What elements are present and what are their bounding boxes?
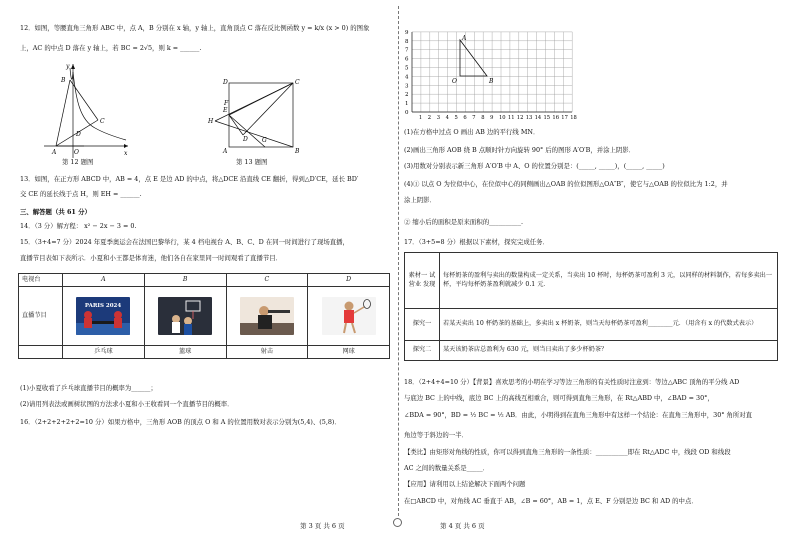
x-tick-label: 16 bbox=[552, 115, 560, 120]
q16-part4a: (4)① 以点 O 为位似中心，在位似中心的同侧画出△OAB 的位似图形△OA″B″，使它与△OAB 的位似比为 1:2，并 bbox=[404, 180, 728, 188]
grid-label-A: A bbox=[462, 35, 467, 42]
y-tick-label: 0 bbox=[405, 110, 409, 116]
channel-d: D bbox=[308, 274, 390, 287]
table-tennis-photo bbox=[76, 297, 130, 335]
explore-1-text: 若某天卖出 10 杯奶茶的基础上，多卖出 x 杯奶茶，则当天每杯奶茶可盈利________元．（用含有 x 的代数式表示） bbox=[440, 309, 778, 341]
x-tick-label: 18 bbox=[570, 115, 577, 120]
q18-line8: 在□ABCD 中，对角线 AC 垂直于 AB，∠B = 60°，AB = 1，点 E、F 分别是边 BC 和 AD 的中点． bbox=[404, 497, 698, 505]
column-divider bbox=[398, 6, 399, 516]
photo-paris-text: PARIS 2024 bbox=[85, 303, 122, 309]
q16-part2: (2)画出三角形 AOB 绕 B 点顺时针方向旋转 90° 后的图形 A′O′B，并涂上阴影． bbox=[404, 146, 636, 154]
q18-line6: AC 之间的数量关系是_____． bbox=[404, 464, 490, 472]
fig12-label-D: D bbox=[76, 131, 81, 138]
q16-intro: 16．（2+2+2+2+2=10 分）如果方格中，三角形 AOB 的顶点 O 和 A 的位置用数对表示分别为(5,4)、(5,8)． bbox=[20, 418, 341, 426]
figure-12 bbox=[40, 60, 130, 160]
q13-line2: 交 CE 的延长线于点 H，则 EH = ______. bbox=[20, 190, 142, 198]
explore-1-head: 探究一 bbox=[405, 309, 440, 341]
fig12-label-y: y bbox=[66, 63, 70, 70]
q14: 14．（3 分）解方程： x² − 2x − 3 = 0. bbox=[20, 222, 137, 230]
q15-line2: 直播节目表如下表所示．小夏和小王都是体育迷，他们各自在家里同一时间观看了直播节目． bbox=[20, 254, 283, 262]
x-tick-label: 10 bbox=[499, 115, 506, 120]
q18-line5: 【类比】由矩形对角线的性质，你可以得到直角三角形的一条性质：__________即在 Rt△ADC 中，线段 OD 和线段 bbox=[404, 448, 731, 456]
channel-b: B bbox=[144, 274, 226, 287]
fig13-label-E: E bbox=[223, 107, 228, 114]
fig12-label-C: C bbox=[100, 118, 105, 125]
program-b: 篮球 bbox=[144, 346, 226, 359]
q16-part4b: 涂上阴影． bbox=[404, 196, 436, 204]
y-tick-label: 1 bbox=[405, 101, 409, 108]
table-row-label: 直播节目 bbox=[19, 287, 63, 346]
program-cell-d bbox=[308, 287, 390, 346]
x-axis-ticks bbox=[419, 115, 577, 120]
y-tick-label: 8 bbox=[405, 38, 409, 45]
program-cell-a bbox=[63, 287, 145, 346]
fig13-label-D2: D bbox=[243, 136, 248, 143]
fig13-caption: 第 13 题图 bbox=[236, 158, 268, 166]
tv-schedule-table bbox=[18, 273, 390, 359]
x-tick-label: 8 bbox=[481, 115, 485, 120]
y-axis-ticks bbox=[405, 30, 409, 116]
program-d: 网球 bbox=[308, 346, 390, 359]
x-tick-label: 17 bbox=[561, 115, 568, 120]
figure-13 bbox=[205, 75, 305, 155]
x-tick-label: 13 bbox=[525, 115, 533, 120]
q13-line1: 13．如图，在正方形 ABCD 中，AB = 4，点 E 是边 AD 的中点，将△DCE 沿直线 CE 翻折，得到△D′CE，延长 BD′ bbox=[20, 175, 359, 183]
q17-intro: 17．（3+5=8 分）根据以下素材，探究完成任务． bbox=[404, 238, 549, 246]
shooting-photo bbox=[240, 297, 294, 335]
q15-part2: (2)请用列表法或画树状图的方法求小夏和小王收看同一个直播节目的概率． bbox=[20, 400, 234, 408]
q18-line7: 【应用】请利用以上结论解决下面两个问题 bbox=[404, 480, 526, 488]
grid-label-B: B bbox=[489, 78, 494, 85]
channel-c: C bbox=[226, 274, 308, 287]
y-tick-label: 4 bbox=[405, 74, 409, 81]
q12-line1: 12．如图，等腰直角三角形 ABC 中，点 A，B 分别在 x 轴，y 轴上，直角顶点 C 落在反比例函数 y = k/x (x > 0) 的图象 bbox=[20, 24, 370, 32]
y-tick-label: 5 bbox=[405, 65, 409, 72]
q15-line1: 15．（3+4=7 分）2024 年夏季奥运会在法国巴黎举行，某 4 档电视台 A、B、C、D 在同一时间进行了现场直播， bbox=[20, 238, 349, 246]
footer-right: 第 4 页 共 6 页 bbox=[440, 522, 485, 530]
explore-2-head: 探究二 bbox=[405, 341, 440, 361]
explore-2-text: 某天该奶茶店总盈利为 630 元，则当日卖出了多少杯奶茶？ bbox=[440, 341, 778, 361]
materials-table bbox=[404, 252, 778, 361]
material-1-head: 素材一 试营业 发现 bbox=[405, 253, 440, 309]
coordinate-grid bbox=[402, 26, 578, 120]
fig13-label-H: H bbox=[208, 118, 214, 125]
tennis-photo bbox=[322, 297, 376, 335]
footer-left: 第 3 页 共 6 页 bbox=[300, 522, 345, 530]
y-tick-label: 6 bbox=[405, 56, 409, 63]
y-tick-label: 9 bbox=[405, 29, 409, 36]
x-tick-label: 7 bbox=[472, 115, 476, 120]
table-header-label: 电视台 bbox=[19, 274, 63, 287]
x-tick-label: 3 bbox=[436, 115, 441, 120]
fig13-label-A: A bbox=[223, 148, 228, 155]
x-tick-label: 5 bbox=[454, 115, 458, 120]
program-cell-c bbox=[226, 287, 308, 346]
q18-line2: 与底边 BC 上的中线，底边 BC 上的高线互相重合，则可得到直角三角形，在 Rt△ABD 中，∠BAD = 30°， bbox=[404, 394, 714, 402]
program-cell-b bbox=[144, 287, 226, 346]
q15-part1: (1)小夏收看了乒乓球直播节目的概率为______； bbox=[20, 384, 157, 392]
x-tick-label: 9 bbox=[490, 115, 494, 120]
x-tick-label: 14 bbox=[534, 115, 542, 120]
q12-line2: 上，AC 的中点 D 落在 y 轴上，若 BC = 2√5，则 k = ______. bbox=[20, 44, 202, 52]
y-tick-label: 3 bbox=[405, 83, 409, 90]
x-tick-label: 2 bbox=[427, 115, 432, 120]
fig13-label-F: F bbox=[224, 100, 229, 107]
fig12-label-O: O bbox=[74, 149, 79, 156]
x-tick-label: 6 bbox=[463, 115, 467, 120]
x-tick-label: 4 bbox=[445, 115, 449, 120]
y-tick-label: 7 bbox=[405, 47, 409, 54]
basketball-photo bbox=[158, 297, 212, 335]
program-c: 射击 bbox=[226, 346, 308, 359]
fig12-label-x: x bbox=[124, 150, 128, 157]
fig13-label-C: C bbox=[295, 79, 300, 86]
fig12-label-B: B bbox=[61, 77, 66, 84]
q18-line3: ∠BDA = 90°，BD = ½ BC = ½ AB．由此，小明得到在直角三角形中有这样一个结论：在直角三角形中，30° 角所对直 bbox=[404, 411, 753, 419]
fig13-label-B: B bbox=[295, 148, 300, 155]
fig13-label-D: D bbox=[223, 79, 228, 86]
program-a: 乒乓球 bbox=[63, 346, 145, 359]
section-3-heading: 三、解答题（共 61 分） bbox=[20, 208, 91, 216]
q18-line4: 角边等于斜边的一半． bbox=[404, 431, 468, 439]
x-tick-label: 12 bbox=[516, 115, 524, 120]
fig13-label-G: G bbox=[262, 137, 267, 144]
channel-a: A bbox=[63, 274, 145, 287]
fig12-label-A: A bbox=[52, 149, 57, 156]
x-tick-label: 11 bbox=[507, 115, 515, 120]
x-tick-label: 15 bbox=[543, 115, 551, 120]
q16-part1: (1)在方格中过点 O 画出 AB 边的平行线 MN． bbox=[404, 128, 540, 136]
material-1-text: 每杯奶茶的盈利与卖出的数量构成一定关系，当卖出 10 杯时，每杯奶茶可盈利 3 元，以同样的材料制作，若每多卖出一杯，平均每杯奶茶盈利就减少 0.1 元． bbox=[440, 253, 778, 309]
q16-part3: (3)用数对分别表示新三角形 A′O′B 中 A、O 的位置分别是：(_____, _____)，(_____, _____) bbox=[404, 162, 665, 170]
q16-part4c: ② 缩小后的面积是原来面积的__________. bbox=[404, 218, 524, 226]
y-tick-label: 2 bbox=[405, 92, 409, 99]
binding-hole-icon bbox=[393, 518, 402, 527]
x-tick-label: 1 bbox=[418, 115, 423, 120]
q18-line1: 18．（2+4+4=10 分）【背景】喜欢思考的小明在学习等边三角形的有关性质时注意到：等边△ABC 顶角的平分线 AD bbox=[404, 378, 740, 386]
grid-label-O: O bbox=[452, 78, 457, 85]
fig12-caption: 第 12 题图 bbox=[62, 158, 94, 166]
